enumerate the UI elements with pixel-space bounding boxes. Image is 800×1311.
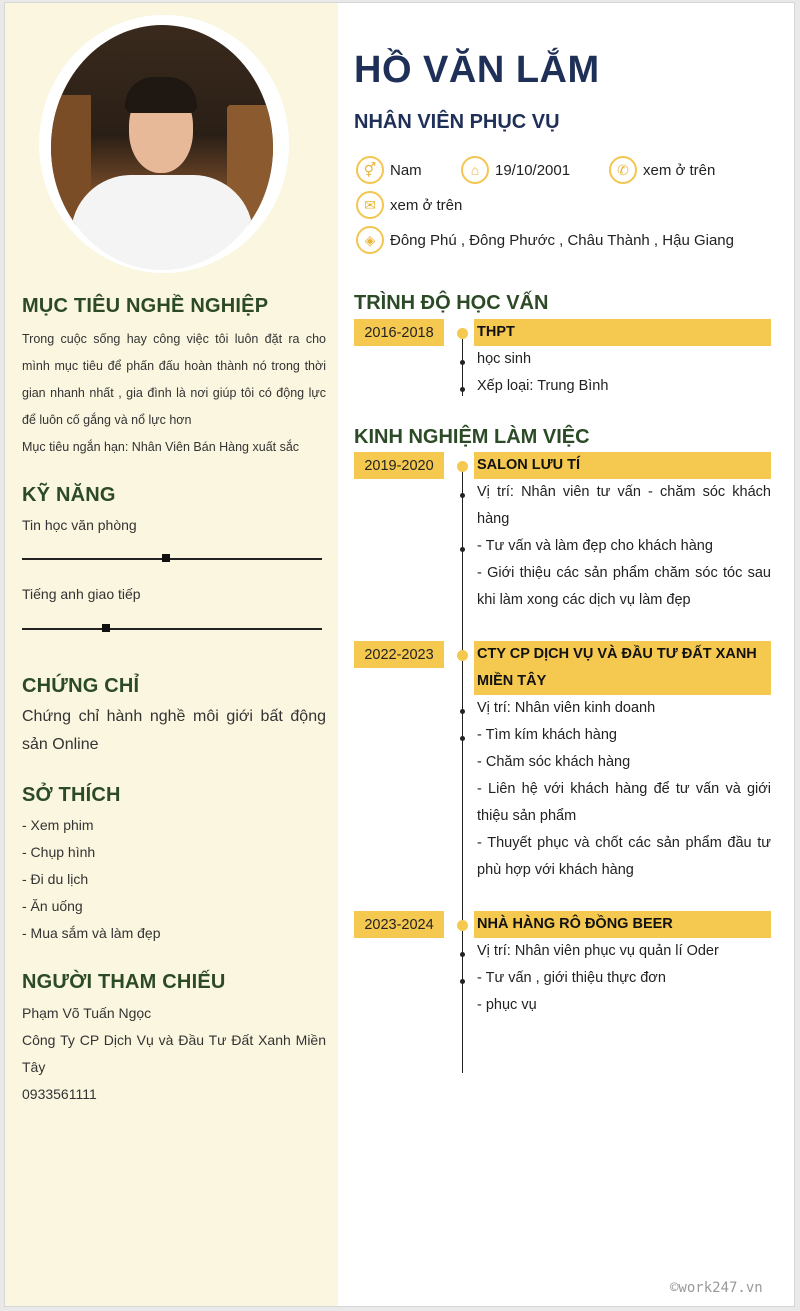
experience-years: 2023-2024	[354, 911, 444, 938]
experience-line: - Tìm kím khách hàng	[477, 727, 617, 743]
experience-company: CTY CP DỊCH VỤ VÀ ĐẦU TƯ ĐẤT XANH MIỀN TÂY	[474, 641, 771, 695]
experience-line: - Giới thiệu các sản phẩm chăm sóc tóc sau khi làm xong các dịch vụ làm đẹp	[477, 565, 771, 608]
skill-bar	[22, 628, 322, 630]
skill-level-marker	[102, 624, 110, 632]
experience-line: - Chăm sóc khách hàng	[477, 754, 631, 770]
timeline-dot	[457, 328, 468, 339]
experience-line: - Tư vấn , giới thiệu thực đơn	[477, 970, 666, 986]
address-value: Đông Phú , Đông Phước , Châu Thành , Hậu Giang	[390, 231, 734, 249]
education-years: 2016-2018	[354, 319, 444, 346]
address-info	[356, 226, 734, 254]
skill-level-marker	[162, 554, 170, 562]
timeline-dot	[460, 387, 465, 392]
skill-name: Tiếng anh giao tiếp	[22, 586, 141, 602]
timeline-dot	[460, 360, 465, 365]
timeline-dot	[457, 650, 468, 661]
email-info	[356, 191, 462, 219]
candidate-name: HỒ VĂN LẮM	[354, 49, 600, 91]
objective-text: Trong cuộc sống hay công việc tôi luôn đặt ra cho mình mục tiêu để phấn đấu hoàn thành nó trong thời gian nhanh nhất , gia đình là nơi giúp tôi có động lực để luôn cố gắng và nổ lực hơn	[22, 332, 326, 427]
experience-company: SALON LƯU TÍ	[474, 452, 771, 479]
gender-icon: ⚥	[356, 156, 384, 184]
mail-icon: ✉	[356, 191, 384, 219]
certificates-title: CHỨNG CHỈ	[22, 675, 140, 697]
email-value: xem ở trên	[390, 196, 463, 214]
reference-company: Công Ty CP Dịch Vụ và Đầu Tư Đất Xanh Miền Tây	[22, 1032, 326, 1075]
timeline-dot	[460, 736, 465, 741]
hobby-item: - Xem phim	[22, 817, 94, 833]
timeline-dot	[460, 979, 465, 984]
certificates-text: Chứng chỉ hành nghề môi giới bất động sản Online	[22, 708, 326, 753]
experience-line: Vị trí: Nhân viên kinh doanh	[477, 700, 656, 716]
timeline-dot	[457, 461, 468, 472]
skills-title: KỸ NĂNG	[22, 484, 116, 506]
reference-phone: 0933561111	[22, 1086, 97, 1102]
hobby-item: - Đi du lịch	[22, 871, 89, 887]
map-icon: ◈	[356, 226, 384, 254]
candidate-position: NHÂN VIÊN PHỤC VỤ	[354, 111, 560, 133]
experience-line: - phục vụ	[477, 997, 537, 1013]
avatar-frame	[39, 15, 289, 273]
objective-title: MỤC TIÊU NGHỀ NGHIỆP	[22, 295, 269, 317]
experience-line: - Thuyết phục và chốt các sản phẩm đầu tư phù hợp với khách hàng	[477, 835, 771, 878]
education-title: TRÌNH ĐỘ HỌC VẤN	[354, 292, 549, 314]
sidebar	[5, 3, 338, 1306]
timeline-dot	[460, 493, 465, 498]
skill-name: Tin học văn phòng	[22, 517, 137, 533]
education-line: học sinh	[477, 351, 532, 367]
experience-title: KINH NGHIỆM LÀM VIỆC	[354, 426, 590, 448]
hobby-item: - Mua sắm và làm đẹp	[22, 925, 161, 941]
experience-years: 2022-2023	[354, 641, 444, 668]
references-title: NGƯỜI THAM CHIẾU	[22, 971, 226, 993]
phone-info	[609, 156, 715, 184]
experience-line: Vị trí: Nhân viên phục vụ quản lí Oder	[477, 943, 719, 959]
skill-bar	[22, 558, 322, 560]
experience-line: Vị trí: Nhân viên tư vấn - chăm sóc khách hàng	[477, 484, 771, 527]
experience-line: - Tư vấn và làm đẹp cho khách hàng	[477, 538, 713, 554]
phone-value: xem ở trên	[643, 161, 716, 179]
birthday-info	[461, 156, 570, 184]
hobby-item: - Ăn uống	[22, 898, 83, 914]
phone-icon: ✆	[609, 156, 637, 184]
birthday-value: 19/10/2001	[495, 161, 571, 179]
experience-years: 2019-2020	[354, 452, 444, 479]
timeline-dot	[460, 709, 465, 714]
cake-icon: ⌂	[461, 156, 489, 184]
watermark: ©work247.vn	[670, 1280, 763, 1296]
reference-name: Phạm Võ Tuấn Ngọc	[22, 1005, 152, 1021]
timeline-dot	[460, 952, 465, 957]
education-school: THPT	[474, 319, 771, 346]
objective-short-term: Mục tiêu ngắn hạn: Nhân Viên Bán Hàng xuất sắc	[22, 440, 300, 454]
gender-info	[356, 156, 422, 184]
avatar	[51, 25, 273, 270]
gender-value: Nam	[390, 161, 422, 179]
experience-company: NHÀ HÀNG RÔ ĐỒNG BEER	[474, 911, 771, 938]
experience-line: - Liên hệ với khách hàng để tư vấn và giới thiệu sản phẩm	[477, 781, 771, 824]
hobbies-title: SỞ THÍCH	[22, 784, 121, 806]
timeline-dot	[460, 547, 465, 552]
education-line: Xếp loại: Trung Bình	[477, 378, 609, 394]
cv-page	[4, 2, 795, 1307]
hobby-item: - Chụp hình	[22, 844, 96, 860]
timeline-dot	[457, 920, 468, 931]
